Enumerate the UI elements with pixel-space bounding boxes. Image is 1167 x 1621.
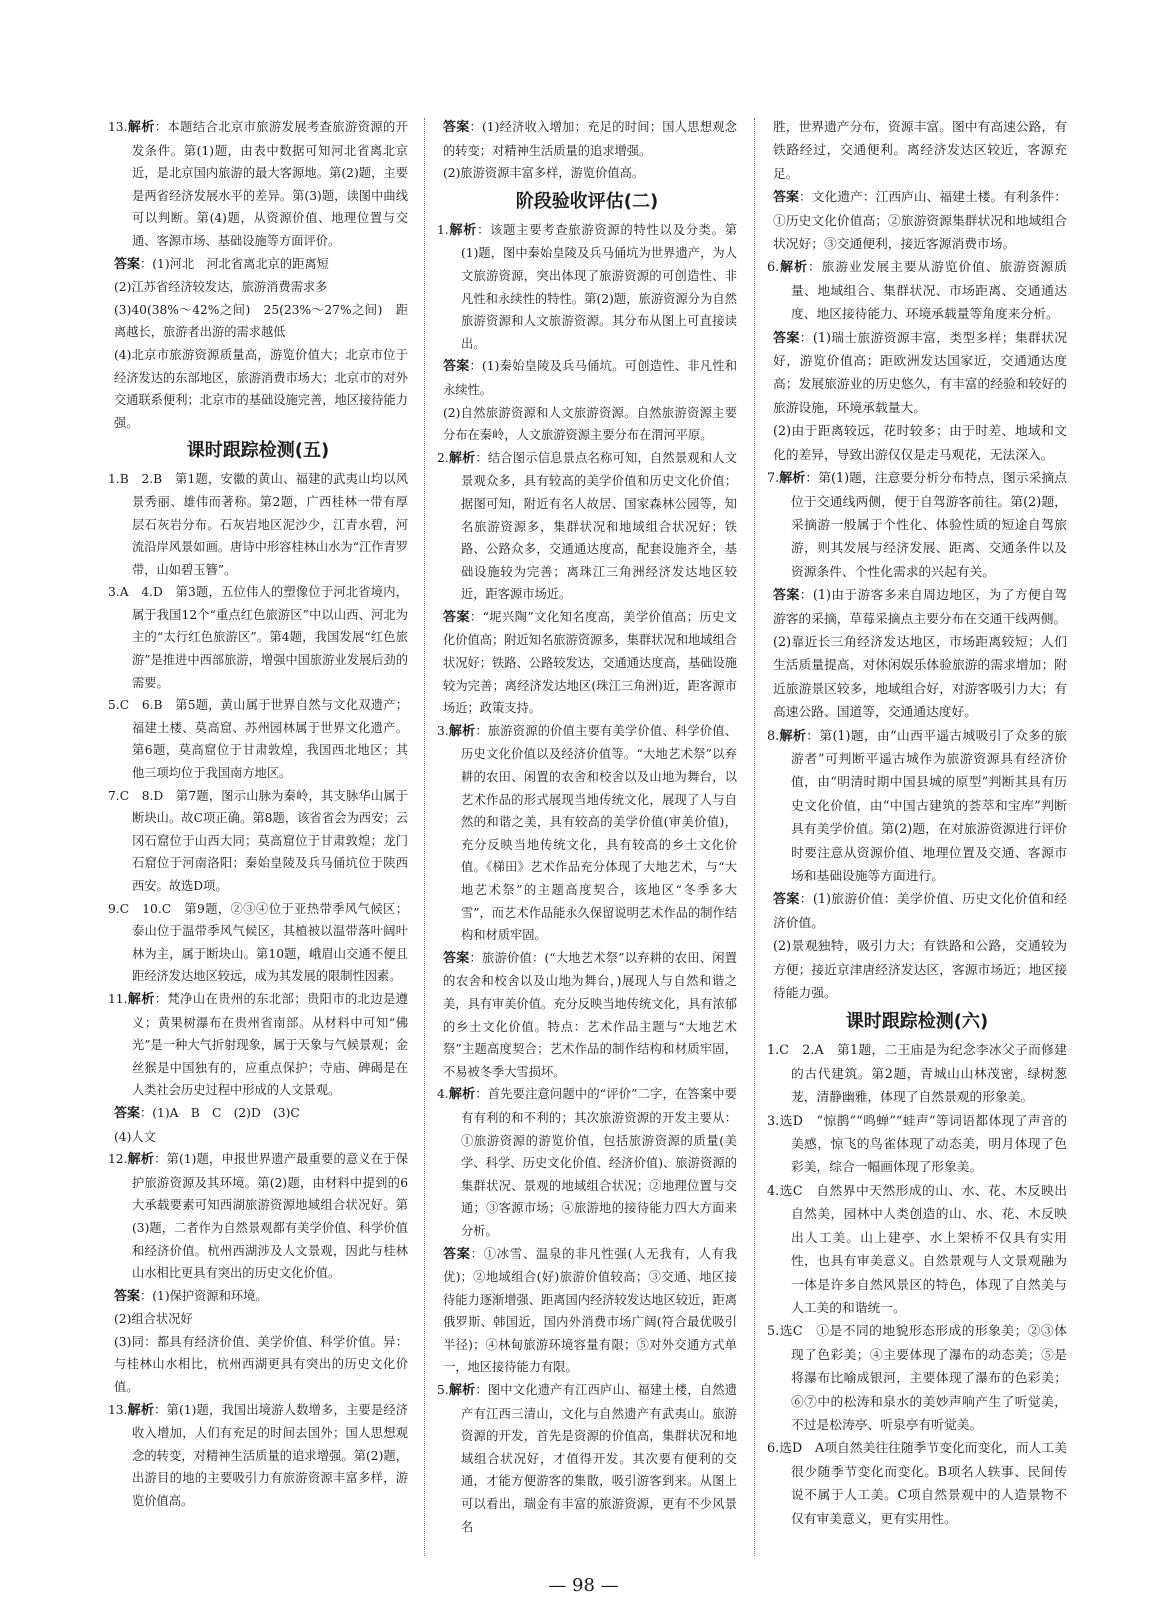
answer-item bbox=[437, 447, 737, 606]
item-text: 选D A项自然美往往随季节变化而变化，而人工美很少随季节变化而变化。B项名人轶事、民间传说不属于人工美。C项自然景观中的人造景物不仅有审美意义，更有实用性。 bbox=[779, 1441, 1067, 1527]
answer-continuation bbox=[767, 631, 1067, 725]
answer-block bbox=[767, 888, 1067, 935]
item-text: (2)由于距离较远，花时较多；由于时差、地域和文化的差异，导致出游仅仅是走马观花，无法深入。 bbox=[773, 424, 1067, 463]
answer-block bbox=[108, 1102, 408, 1126]
label-colon: ： bbox=[475, 1383, 488, 1398]
answer-item bbox=[108, 785, 408, 898]
answer-item bbox=[108, 581, 408, 694]
answer-item bbox=[767, 1039, 1067, 1109]
item-text: 本题结合北京市旅游发展考查旅游资源的开发条件。第(1)题，由表中数据可知河北省离北京近，是北京国内旅游的最大客源地。第(2)题，主要是两省经济发展水平的差异。第(3)题，读图中曲线可以判断。第(4)题，从资源价值、地理位置与交通、客源市场、基础设施等方面评价。 bbox=[132, 120, 408, 248]
item-text: (4)北京市旅游资源质量高，游览价值大；北京市位于经济发达的东部地区，旅游消费市场大；北京市的对外交通联系便利；北京市的基础设施完善，地区接待能力强。 bbox=[114, 347, 408, 430]
item-number: 12. bbox=[108, 1152, 128, 1167]
item-text: (2)组合状况好 bbox=[114, 1312, 193, 1327]
item-number: 6. bbox=[767, 1441, 780, 1457]
item-number: 1. bbox=[767, 1043, 780, 1059]
item-number: 7. bbox=[108, 788, 120, 803]
answer-item bbox=[108, 468, 408, 581]
answer-continuation bbox=[108, 1308, 408, 1331]
answer-label: 答案 bbox=[114, 256, 141, 272]
item-number: 4. bbox=[767, 1183, 780, 1199]
item-number: 5. bbox=[767, 1324, 780, 1340]
item-text: 结合图示信息景点名称可知，自然景观和人文景观众多，具有较高的美学价值和历史文化价值；据图可知，附近有名人故居、国家森林公园等，知名旅游资源多，集群状况和地域组合状况好；铁路、公路众多，交通通达度高，配套设施齐全，基础设施较为完善；离珠江三角洲经济发达地区较近，距客源市场近。 bbox=[461, 450, 737, 602]
label-colon: ： bbox=[469, 950, 482, 965]
item-text: A 4.D 第3题，五位伟人的塑像位于河北省境内，属于我国12个“重点红色旅游区”中以山西、河北为主的“太行红色旅游区”。第4题，我国发展“红色旅游”是推进中西部旅游，增强中国旅游业发展后劲的需要。 bbox=[119, 585, 408, 690]
answer-label: 答案 bbox=[443, 1246, 471, 1262]
item-number: 3. bbox=[437, 723, 449, 738]
item-text: (2)景观独特，吸引力大；有铁路和公路，交通较为方便；接近京津唐经济发达区，客源市场近；地区接待能力强。 bbox=[773, 939, 1067, 1002]
answer-item bbox=[108, 116, 408, 253]
answer-label: 答案 bbox=[773, 588, 800, 604]
item-text: C 6.B 第5题，黄山属于世界自然与文化双遗产；福建土楼、莫高窟、苏州园林属于世界文化遗产。第6题，莫高窟位于甘肃敦煌，我国西北地区；其他三项均位于我国南方地区。 bbox=[119, 698, 408, 781]
analysis-label: 解析 bbox=[127, 120, 155, 135]
item-number: 8. bbox=[767, 728, 780, 744]
label-colon: ： bbox=[140, 1288, 153, 1303]
analysis-label: 解析 bbox=[779, 260, 808, 276]
answer-continuation bbox=[767, 420, 1067, 467]
answer-label: 答案 bbox=[443, 120, 470, 135]
item-number: 3. bbox=[767, 1113, 780, 1129]
analysis-label: 解析 bbox=[448, 723, 476, 739]
answer-item bbox=[437, 1379, 737, 1538]
item-text: C 2.A 第1题，二王庙是为纪念李冰父子而修建的古代建筑。第2题，青城山山林茂密，绿树葱茏，清静幽雅，体现了自然景观的形象美。 bbox=[779, 1043, 1067, 1106]
label-colon: ： bbox=[799, 330, 813, 346]
label-colon: ： bbox=[140, 1105, 153, 1120]
answer-continuation bbox=[108, 1331, 408, 1399]
answer-continuation bbox=[437, 162, 737, 185]
section-heading: 阶段验收评估(二) bbox=[515, 190, 659, 212]
answer-block bbox=[437, 355, 737, 401]
item-text: 第(1)题，申报世界遗产最重要的意义在于保护旅游资源及其环境。第(2)题，由材料中提到的6大承载要素可知西湖旅游资源地域组合状况好。第(3)题，二者作为自然景观都有美学价值、科学价值和经济价值。杭州西湖涉及人文景观，因此与桂林山水相比更具有突出的历史文化价值。 bbox=[132, 1152, 408, 1281]
answer-item bbox=[108, 694, 408, 784]
item-text: 选C 自然界中天然形成的山、水、花、木反映出自然美，园林中人类创造的山、水、花、木反映出人工美。山上建亭、水上架桥不仅具有实用性，也具有审美意义。自然景观与人文景观融为一体是许多自然风景区的特色，体现了自然美与人工美的和谐统一。 bbox=[779, 1183, 1067, 1316]
item-text: 文化遗产：江西庐山、福建土楼。有利条件：①历史文化价值高；②旅游资源集群状况和地域组合状况好；③交通便利，接近客源消费市场。 bbox=[773, 190, 1067, 253]
text-column-2 bbox=[437, 116, 737, 1538]
answer-label: 答案 bbox=[773, 892, 800, 908]
analysis-label: 解析 bbox=[448, 222, 478, 238]
label-colon: ： bbox=[154, 120, 168, 134]
item-text: C 8.D 第7题，图示山脉为秦岭，其支脉华山属于断块山。故C项正确。第8题，该省省会为西安；云冈石窟位于山西大同；莫高窟位于甘肃敦煌；龙门石窟位于河南洛阳；秦始皇陵及兵马俑坑位于陕西西安。故选D项。 bbox=[119, 788, 408, 893]
item-number: 1. bbox=[108, 472, 120, 487]
item-text: (2)旅游资源丰富多样，游览价值高。 bbox=[443, 166, 645, 181]
answer-label: 答案 bbox=[443, 950, 470, 966]
page-number: — 98 — bbox=[548, 1575, 619, 1596]
answer-item bbox=[437, 219, 737, 356]
item-text: C 10.C 第9题，②③④位于亚热带季风气候区；泰山位于温带季风气候区，其植被以温带落叶阔叶林为主，属于断块山。第10题，峨眉山交通不便且距经济发达地区较远，成为其发展的限制性因素。 bbox=[119, 901, 408, 984]
section-heading: 课时跟踪检测(五) bbox=[186, 440, 330, 462]
item-text: 该题主要考查旅游资源的特性以及分类。第(1)题，图中秦始皇陵及兵马俑坑为世界遗产，为人文旅游资源，突出体现了旅游资源的可创造性、非凡性和永续性的特性。第(2)题，旅游资源分为自然旅游资源和人文旅游资源。其分布从图上可直接读出。 bbox=[461, 222, 737, 351]
item-text: (1)旅游价值：美学价值、历史文化价值和经济价值。 bbox=[773, 892, 1067, 931]
answer-block bbox=[437, 606, 737, 720]
answer-item bbox=[767, 1180, 1067, 1320]
item-text: (1)由于游客多来自周边地区，为了方便自驾游客的采摘，草莓采摘点主要分布在交通干线两侧。 bbox=[773, 588, 1067, 627]
analysis-label: 解析 bbox=[779, 471, 806, 487]
answer-item bbox=[767, 256, 1067, 326]
text-column-3 bbox=[767, 116, 1067, 1531]
item-text: 第(1)题，注意要分析分布特点，图示采摘点位于交通线两侧，便于自驾游客前往。第(2)题，采摘游一般属于个性化、体验性质的短途自驾旅游，则其发展与经济发展、距离、交通条件以及资源条件、个性化需求的兴起有关。 bbox=[791, 471, 1068, 580]
item-text: 旅游资源的价值主要有美学价值、科学价值、历史文化价值以及经济价值等。“大地艺术祭”以弃耕的农田、闲置的农舍和校舍以及山地为舞台，以艺术作品的形式展现当地传统文化，展现了人与自然的和谐之美，具有较高的美学价值(审美价值)，充分反映当地传统文化，具有较高的乡土文化价值。《梯田》艺术作品充分体现了大地艺术，与“大地艺术祭”的主题高度契合，该地区“冬季多大雪”，而艺术作品能永久保留说明艺术作品的制作结构和材质牢固。 bbox=[461, 723, 737, 943]
answer-item bbox=[108, 988, 408, 1102]
item-text: (2)自然旅游资源和人文旅游资源。自然旅游资源主要分布在秦岭，人文旅游资源主要分布在渭河平原。 bbox=[443, 405, 737, 443]
item-text: ①冰雪、温泉的非凡性强(人无我有，人有我优)；②地域组合(好)旅游价值较高；③交通、地区接待能力逐渐增强、距离国内经济较发达地区较近，距离俄罗斯、韩国近，国内外消费市场广阔(符合最优吸引半径)；④林甸旅游环境容量有限；⑤对外交通方式单一，地区接待能力有限。 bbox=[443, 1246, 737, 1375]
label-colon: ： bbox=[805, 471, 819, 487]
item-text: 旅游业发展主要从游览价值、旅游资源质量、地域组合、集群状况、市场距离、交通通达度、地区接待能力、环境承载量等角度来分析。 bbox=[791, 260, 1067, 323]
label-colon: ： bbox=[806, 728, 820, 744]
answer-item bbox=[437, 720, 737, 947]
item-number: 6. bbox=[767, 260, 780, 276]
label-colon: ： bbox=[469, 359, 483, 374]
analysis-label: 解析 bbox=[127, 1402, 155, 1418]
answer-label: 答案 bbox=[114, 1288, 141, 1304]
answer-item bbox=[767, 725, 1067, 889]
item-text: (1)保护资源和环境。 bbox=[152, 1288, 268, 1303]
label-colon: ： bbox=[470, 1246, 484, 1261]
item-text: 旅游价值：(“大地艺术祭”以弃耕的农田、闲置的农舍和校舍以及山地为舞台，)展现人与自然和谐之美，具有审美价值。充分反映当地传统文化，具有浓郁的乡土文化价值。特点：艺术作品主题与“大地艺术祭”主题高度契合；艺术作品的制作结构和材质牢固，不易被冬季大雪损坏。 bbox=[443, 950, 737, 1079]
label-colon: ： bbox=[154, 1152, 167, 1167]
answer-block bbox=[108, 1285, 408, 1309]
item-text: 选D “惊鹊”“鸣蝉”“蛙声”等词语都体现了声音的美感，惊飞的鸟雀体现了动态美，明月体现了色彩美，综合一幅画体现了形象美。 bbox=[779, 1113, 1067, 1176]
item-text: (4)人文 bbox=[114, 1129, 156, 1144]
answer-block bbox=[437, 947, 737, 1084]
item-text: (1)A B C (2)D (3)C bbox=[152, 1105, 300, 1120]
column-divider bbox=[754, 118, 755, 1556]
label-colon: ： bbox=[477, 222, 491, 237]
answer-block bbox=[767, 186, 1067, 256]
item-text: B 2.B 第1题，安徽的黄山、福建的武夷山均以风景秀丽、雄伟而著称。第2题，广西桂林一带有厚层石灰岩分布。石灰岩地区泥沙少，江青水碧，河流沿岸风景如画。唐诗中形容桂林山水为“江作青罗带，山如碧玉簪”。 bbox=[119, 472, 408, 577]
item-text: (1)秦始皇陵及兵马俑坑。可创造性、非凡性和永续性。 bbox=[443, 359, 737, 397]
item-text: (3)40(38%～42%之间) 25(23%～27%之间) 距离越长，旅游者出游的需求越低 bbox=[114, 302, 408, 340]
text-column-1 bbox=[108, 116, 408, 1513]
label-colon: ： bbox=[807, 260, 822, 276]
item-text: (2)江苏省经济较发达，旅游消费需求多 bbox=[114, 280, 328, 295]
item-number: 7. bbox=[767, 471, 780, 487]
answer-label: 答案 bbox=[443, 609, 470, 625]
label-colon: ： bbox=[140, 256, 153, 271]
answer-item bbox=[108, 1399, 408, 1513]
column-divider bbox=[424, 118, 425, 1556]
item-text: (1)经济收入增加；充足的时间；国人思想观念的转变；对精神生活质量的追求增强。 bbox=[443, 120, 737, 158]
answer-continuation bbox=[437, 402, 737, 447]
item-text: 图中文化遗产有江西庐山、福建土楼，自然遗产有江西三清山，文化与自然遗产有武夷山。旅游资源的开发，首先是资源的价值高，集群状况和地域组合状况好，才值得开发。其次要有便利的交通，才能方便游客的集散，吸引游客到来。从图上可以看出，瑞金有丰富的旅游资源，更有不少风景名 bbox=[461, 1383, 737, 1534]
answer-label: 答案 bbox=[114, 1105, 141, 1121]
answer-label: 答案 bbox=[773, 330, 800, 346]
item-text: (1)瑞士旅游资源丰富，类型多样；集群状况好，游览价值高；距欧洲发达国家近，交通通达度高；发展旅游业的历史悠久，有丰富的经验和较好的旅游设施，环境承载量大。 bbox=[773, 330, 1067, 416]
item-number: 1. bbox=[437, 222, 449, 237]
label-colon: ： bbox=[475, 1087, 488, 1102]
answer-item bbox=[767, 1437, 1067, 1531]
label-colon: ： bbox=[469, 609, 483, 624]
answer-label: 答案 bbox=[443, 359, 470, 375]
item-text: 选C ①是不同的地貌形态形成的形象美；②③体现了色彩美；④主要体现了瀑布的动态美；⑤是将瀑布比喻成银河，主要体现了瀑布的色彩美；⑥⑦中的松涛和泉水的美妙声响产生了听觉美，不过是松涛亭、听泉亭有听觉美。 bbox=[779, 1324, 1067, 1433]
answer-item bbox=[108, 1148, 408, 1285]
item-number: 5. bbox=[108, 698, 120, 713]
answer-block bbox=[767, 327, 1067, 421]
answer-continuation bbox=[108, 1126, 408, 1149]
item-number: 5. bbox=[437, 1383, 449, 1398]
analysis-label: 解析 bbox=[127, 1152, 155, 1168]
answer-block bbox=[767, 584, 1067, 631]
item-text: (3)同：都具有经济价值、美学价值、科学价值。异：与桂林山水相比，杭州西湖更具有突出的历史文化价值。 bbox=[114, 1334, 408, 1395]
item-text: 第(1)题，我国出境游人数增多，主要是经济收入增加，人们有充足的时间去国外；国人思想观念的转变，对精神生活质量的追求增强。第(2)题，出游目的地的主要吸引力有旅游资源丰富多样，游览价值高。 bbox=[132, 1402, 408, 1509]
item-text: 第(1)题，由“山西平遥古城吸引了众多的旅游者”可判断平遥古城作为旅游资源具有经济价值，由“明清时期中国县城的原型”判断其具有历史文化价值，由“中国古建筑的荟萃和宝库”判断具有美学价值。第(2)题，在对旅游资源进行评价时要注意从资源价值、地理位置及交通、客源市场和基础设施等方面进行。 bbox=[791, 728, 1067, 884]
answer-continuation bbox=[108, 276, 408, 299]
answer-block bbox=[437, 1243, 737, 1380]
section-heading: 课时跟踪检测(六) bbox=[845, 1011, 989, 1033]
answer-item bbox=[767, 1320, 1067, 1437]
item-text: 首先要注意问题中的“评价”二字，在答案中要有有利的和不利的；其次旅游资源的开发主要从：①旅游资源的游览价值，包括旅游资源的质量(美学、科学、历史文化价值、经济价值)、旅游资源的集群状况、景观的地域组合状况；②地理位置与交通；③客源市场；④旅游地的接待能力四大方面来分析。 bbox=[461, 1087, 737, 1238]
label-colon: ： bbox=[799, 190, 812, 206]
answer-item bbox=[437, 1083, 737, 1242]
label-colon: ： bbox=[469, 120, 483, 134]
answer-item bbox=[767, 467, 1067, 584]
item-number: 13. bbox=[108, 1402, 128, 1417]
label-colon: ： bbox=[154, 991, 168, 1006]
answer-item bbox=[108, 898, 408, 988]
answer-continuation bbox=[767, 935, 1067, 1005]
analysis-label: 解析 bbox=[448, 1087, 476, 1103]
label-colon: ： bbox=[475, 723, 488, 738]
item-number: 2. bbox=[437, 450, 449, 465]
answer-block bbox=[437, 116, 737, 162]
item-text: (2)靠近长三角经济发达地区，市场距离较短；人们生活质量提高，对休闲娱乐体验旅游的需求增加；附近旅游景区较多，地域组合好，对游客吸引力大；有高速公路、国道等，交通通达度好。 bbox=[773, 634, 1067, 721]
item-text: “坭兴陶”文化知名度高，美学价值高；历史文化价值高；附近知名旅游资源多，集群状况和地域组合状况好；铁路、公路较发达，交通通达度高，基础设施较为完善；离经济发达地区(珠江三角洲)近，距客源市场近；政策支持。 bbox=[443, 609, 738, 716]
item-text: (1)河北 河北省离北京的距离短 bbox=[152, 256, 329, 271]
answer-continuation bbox=[767, 116, 1067, 186]
answer-item bbox=[767, 1110, 1067, 1180]
analysis-label: 解析 bbox=[127, 991, 155, 1007]
item-text: 胜，世界遗产分布，资源丰富。图中有高速公路，有铁路经过，交通便利。离经济发达区较近，客源充足。 bbox=[773, 120, 1067, 182]
label-colon: ： bbox=[799, 892, 813, 908]
label-colon: ： bbox=[154, 1402, 167, 1417]
analysis-label: 解析 bbox=[448, 450, 476, 466]
analysis-label: 解析 bbox=[448, 1383, 476, 1399]
item-number: 3. bbox=[108, 585, 120, 600]
answer-continuation bbox=[108, 299, 408, 344]
item-number: 11. bbox=[108, 991, 128, 1006]
analysis-label: 解析 bbox=[779, 728, 807, 744]
item-number: 9. bbox=[108, 901, 120, 916]
answer-block bbox=[108, 253, 408, 277]
item-number: 13. bbox=[108, 120, 128, 134]
label-colon: ： bbox=[475, 450, 488, 465]
answer-continuation bbox=[108, 344, 408, 434]
item-number: 4. bbox=[437, 1087, 449, 1102]
item-text: 梵净山在贵州的东北部；贵阳市的北边是遵义；黄果树瀑布在贵州省南部。从材料中可知“佛光”是一种大气折射现象，属于天象与气候景观；金丝猴是中国独有的，应重点保护；寺庙、碑碣是在人类社会历史过程中形成的人文景观。 bbox=[132, 991, 408, 1098]
answer-label: 答案 bbox=[773, 190, 800, 206]
label-colon: ： bbox=[799, 588, 813, 604]
